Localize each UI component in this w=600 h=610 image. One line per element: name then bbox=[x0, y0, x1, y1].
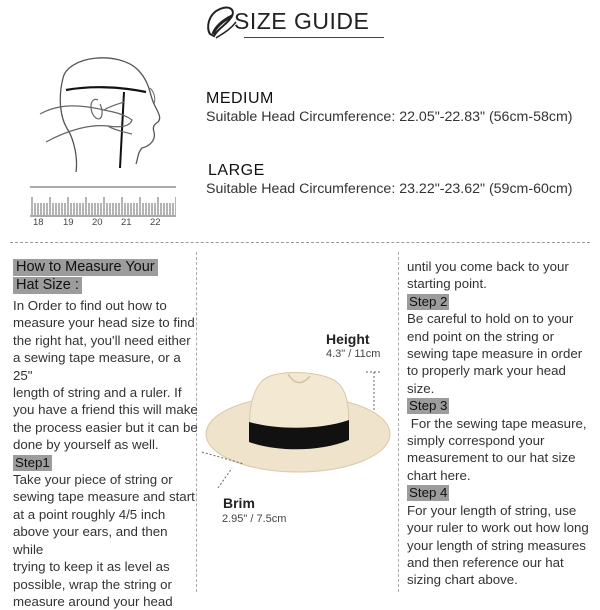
step1-line: at a point roughly 4/5 inch bbox=[13, 506, 166, 522]
size-large-desc: Suitable Head Circumference: 23.22"-23.62" (59cm-60cm) bbox=[206, 181, 573, 197]
step3-line: chart here. bbox=[407, 467, 471, 483]
step4-line: sizing chart above. bbox=[407, 572, 518, 588]
measure-heading-line1: How to Measure Your bbox=[13, 259, 158, 276]
column-divider-right bbox=[398, 252, 399, 592]
ruler-label: 19 bbox=[63, 217, 74, 228]
ruler-label: 21 bbox=[121, 217, 132, 228]
step4-line: For your length of string, use bbox=[407, 502, 577, 518]
hat-height-value: 4.3" / 11cm bbox=[326, 348, 381, 360]
hat-logo-icon bbox=[204, 4, 238, 40]
size-large-name: LARGE bbox=[208, 162, 265, 179]
intro-line: the process easier but it can be bbox=[13, 419, 198, 435]
hat-crown bbox=[250, 373, 349, 432]
hat-brim-value: 2.95" / 7.5cm bbox=[222, 513, 287, 525]
step1-line: Take your piece of string or bbox=[13, 472, 173, 488]
panama-hat-image bbox=[198, 360, 394, 490]
ruler-label: 18 bbox=[33, 217, 44, 228]
step3-label: Step 3 bbox=[409, 398, 448, 414]
size-medium-name: MEDIUM bbox=[206, 90, 274, 107]
intro-line: length of string and a ruler. If bbox=[13, 385, 182, 401]
tape-ruler bbox=[30, 185, 176, 233]
step3-line: measurement to our hat size bbox=[407, 450, 576, 466]
step1-line: until you come back to your bbox=[407, 259, 569, 274]
title-underline bbox=[244, 37, 384, 38]
step1-line: starting point. bbox=[407, 276, 487, 292]
step4-label: Step 4 bbox=[409, 485, 448, 501]
step3-line: For the sewing tape measure, bbox=[407, 415, 587, 431]
ruler-label: 20 bbox=[92, 217, 103, 228]
ruler-ticks bbox=[30, 185, 176, 219]
ruler-label: 22 bbox=[150, 217, 161, 228]
step1-line: trying to keep it as level as bbox=[13, 559, 170, 575]
section-divider bbox=[10, 242, 590, 243]
size-medium-desc: Suitable Head Circumference: 22.05"-22.83" (56cm-58cm) bbox=[206, 109, 573, 125]
step2-label: Step 2 bbox=[409, 293, 448, 309]
intro-line: measure your head size to find bbox=[13, 315, 195, 331]
step1-label: Step1 bbox=[15, 454, 50, 470]
size-guide-title bbox=[204, 4, 404, 40]
measure-heading-line2: Hat Size : bbox=[13, 277, 82, 294]
measure-intro bbox=[13, 297, 198, 610]
page-title: SIZE GUIDE bbox=[234, 8, 370, 34]
hat-brim-label: Brim bbox=[223, 495, 255, 511]
head-measure-illustration bbox=[38, 48, 168, 180]
hat-height-label: Height bbox=[326, 331, 370, 347]
step2-line: size. bbox=[407, 380, 435, 396]
steps-column bbox=[407, 258, 597, 589]
step2-line: sewing tape measure in order bbox=[407, 346, 583, 362]
ruler-inch-labels bbox=[30, 217, 176, 229]
step1-line: possible, wrap the string or bbox=[13, 576, 172, 592]
step4-line: your ruler to work out how long bbox=[407, 520, 589, 536]
step2-line: end point on the string or bbox=[407, 328, 555, 344]
step2-line: Be careful to hold on to your bbox=[407, 311, 574, 327]
intro-line: you have a friend this will make bbox=[13, 402, 198, 418]
intro-line: done by yourself as well. bbox=[13, 437, 159, 453]
intro-line: a sewing tape measure, or a 25" bbox=[13, 350, 181, 383]
intro-line: the right hat, you'll need either bbox=[13, 332, 191, 348]
step3-line: simply correspond your bbox=[407, 433, 545, 449]
step4-line: and then reference our hat bbox=[407, 554, 564, 570]
step1-line: sewing tape measure and start bbox=[13, 489, 195, 505]
intro-line: In Order to find out how to bbox=[13, 298, 167, 313]
step4-line: your length of string measures bbox=[407, 537, 586, 553]
step2-line: to properly mark your head bbox=[407, 363, 566, 379]
step1-line: above your ears, and then while bbox=[13, 524, 168, 557]
step1-line: measure around your head bbox=[13, 593, 173, 609]
measure-heading bbox=[13, 258, 193, 294]
